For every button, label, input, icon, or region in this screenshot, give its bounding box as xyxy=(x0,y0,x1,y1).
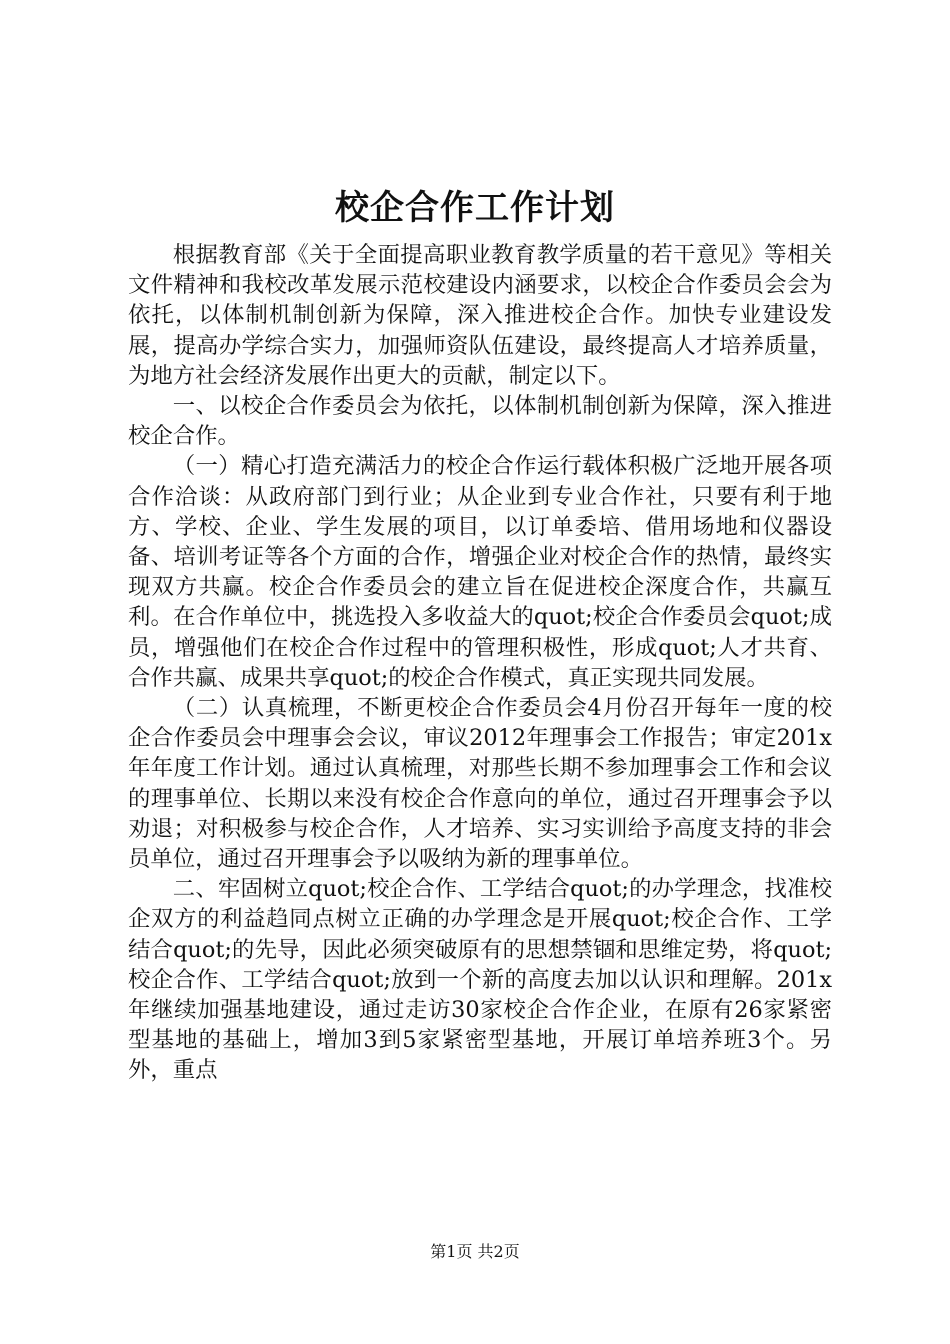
paragraph-section-1-2: （二）认真梳理，不断更校企合作委员会4月份召开每年一度的校企合作委员会中理事会会议，审议2012年理事会工作报告；审定201x年年度工作计划。通过认真梳理，对那些长期不参加理事会工作和会议的理事单位、长期以来没有校企合作意向的单位，通过召开理事会予以劝退；对积极参与校企合作，人才培养、实习实训给予高度支持的非会员单位，通过召开理事会予以吸纳为新的理事单位。 xyxy=(128,695,832,873)
paragraph-intro: 根据教育部《关于全面提高职业教育教学质量的若干意见》等相关文件精神和我校改革发展示范校建设内涵要求，以校企合作委员会会为依托，以体制机制创新为保障，深入推进校企合作。加快专业建设发展，提高办学综合实力，加强师资队伍建设，最终提高人才培养质量，为地方社会经济发展作出更大的贡献，制定以下。 xyxy=(128,242,832,389)
document-body xyxy=(128,240,832,1086)
document-title: 校企合作工作计划 xyxy=(335,188,615,228)
paragraph-section-1-1: （一）精心打造充满活力的校企合作运行载体积极广泛地开展各项合作洽谈：从政府部门到行业；从企业到专业合作社，只要有利于地方、学校、企业、学生发展的项目，以订单委培、借用场地和仪器设备、培训考证等各个方面的合作，增强企业对校企合作的热情，最终实现双方共赢。校企合作委员会的建立旨在促进校企深度合作，共赢互利。在合作单位中，挑选投入多收益大的quot;校企合作委员会quot;成员，增强他们在校企合作过程中的管理积极性，形成quot;人才共育、合作共赢、成果共享quot;的校企合作模式，真正实现共同发展。 xyxy=(128,453,832,691)
paragraph-section-2: 二、牢固树立quot;校企合作、工学结合quot;的办学理念，找准校企双方的利益趋同点树立正确的办学理念是开展quot;校企合作、工学结合quot;的先导，因此必须突破原有的思想禁锢和思维定势，将quot;校企合作、工学结合quot;放到一个新的高度去加以认识和理解。201x年继续加强基地建设，通过走访30家校企合作企业，在原有26家紧密型基地的基础上，增加3到5家紧密型基地，开展订单培养班3个。另外，重点 xyxy=(128,876,832,1084)
page-footer: 第1页 共2页 xyxy=(430,1242,520,1261)
paragraph-section-1: 一、以校企合作委员会为依托，以体制机制创新为保障，深入推进校企合作。 xyxy=(128,393,832,450)
